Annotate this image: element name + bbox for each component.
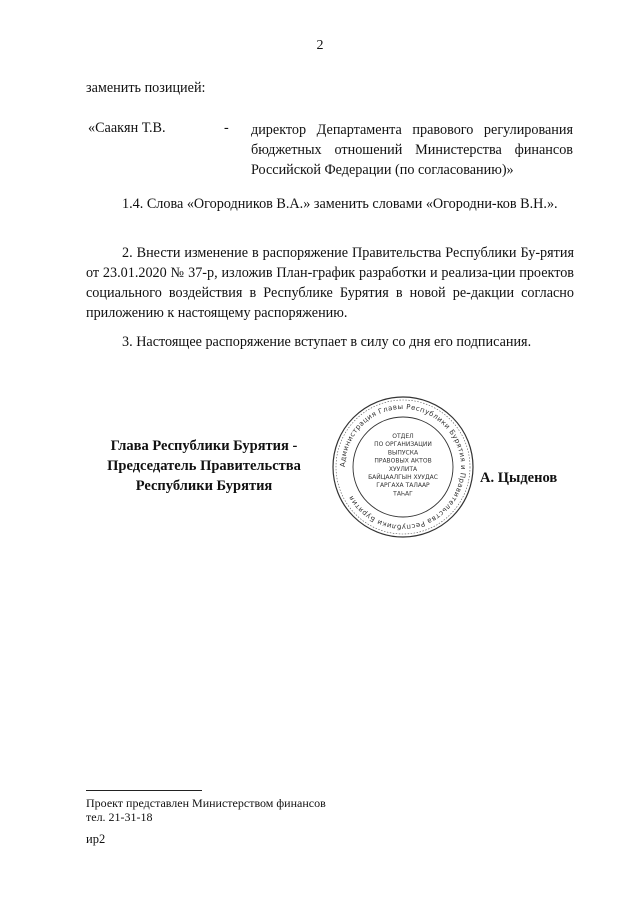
stamp-ring-text: Администрация Главы Республики Бурятия и Правительства Республики Бурятия	[338, 402, 468, 532]
stamp-center-line: ТАҺАГ	[393, 490, 413, 498]
footnote-line: Проект представлен Министерством финансов	[86, 796, 326, 810]
stamp-center-line: ГАРГАХА ТАЛААР	[376, 482, 430, 490]
official-stamp	[330, 394, 476, 540]
signer-title	[86, 436, 322, 496]
paragraph-3: 3. Настоящее распоряжение вступает в силу со дня его подписания.	[122, 334, 532, 350]
signer-title-line: Республики Бурятия	[135, 478, 273, 494]
footnote-phone: тел. 21-31-18	[86, 810, 153, 824]
stamp-center-line: ПРАВОВЫХ АКТОВ	[374, 457, 432, 465]
stamp-center-line: ОТДЕЛ	[392, 433, 414, 440]
position-person-name: «Саакян Т.В.	[88, 120, 166, 136]
stamp-center-line: ХУУЛИТА	[388, 465, 418, 473]
document-code: ир2	[86, 832, 106, 846]
footnote-divider	[86, 790, 202, 791]
signer-title-line: Глава Республики Бурятия -	[110, 438, 298, 454]
signer-title-line: Председатель Правительства	[107, 458, 301, 474]
stamp-center-line: ВЫПУСКА	[387, 449, 419, 457]
position-role: директор Департамента правового регулирования бюджетных отношений Министерства финансов Российской Федерации (по согласованию)»	[251, 122, 573, 178]
stamp-center-line: БАЙЦААЛГЫН ХУУДАС	[368, 474, 438, 481]
signer-name: А. Цыденов	[480, 470, 558, 486]
paragraph-1-4: 1.4. Слова «Огородников В.А.» заменить словами «Огородни-ков В.Н.».	[122, 196, 558, 212]
stamp-center-text	[368, 433, 438, 497]
page-number: 2	[316, 38, 324, 53]
intro-text: заменить позицией:	[86, 80, 206, 96]
stamp-center-line: ПО ОРГАНИЗАЦИИ	[374, 441, 432, 449]
paragraph-2: 2. Внести изменение в распоряжение Правительства Республики Бу-рятия от 23.01.2020 № 37-р, изложив План-график разработки и реализа-ции проектов социального воздействия в Республике Бурятия в новой ре-дакции согласно приложению к настоящему распоряжению.	[86, 245, 574, 321]
footnote	[86, 796, 326, 824]
position-dash: -	[224, 120, 229, 136]
